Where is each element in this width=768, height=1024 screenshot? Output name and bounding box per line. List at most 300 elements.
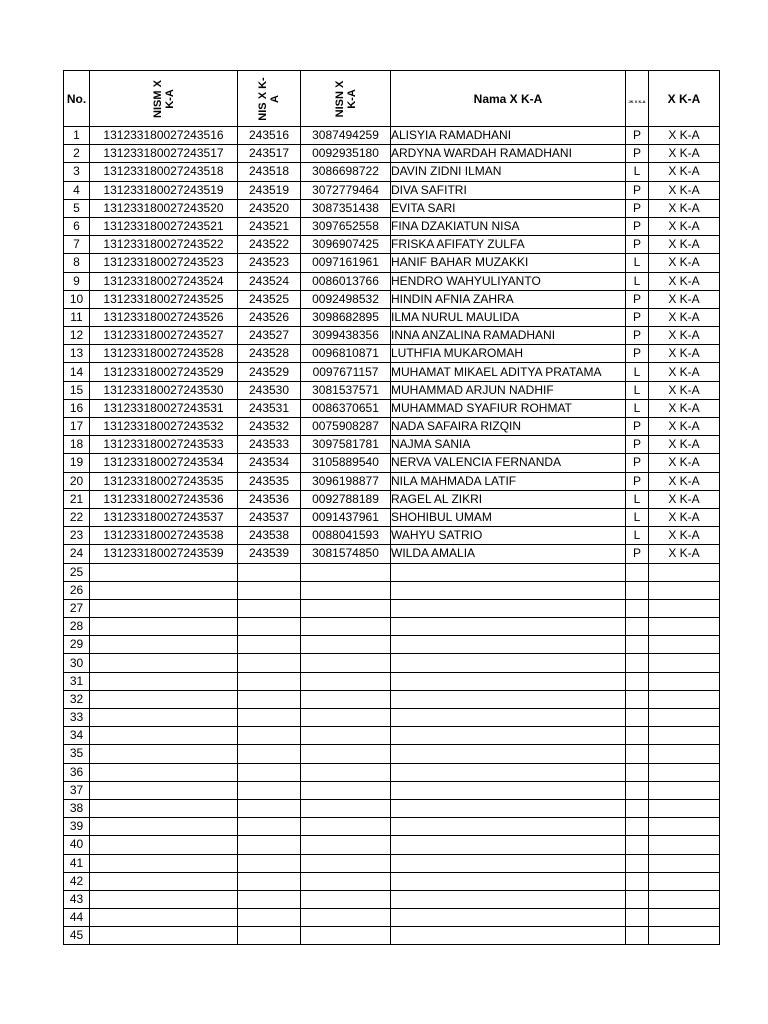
cell-no: 17 <box>64 418 90 436</box>
cell-no: 18 <box>64 436 90 454</box>
cell-kelas <box>649 618 720 636</box>
cell-nama <box>391 727 626 745</box>
cell-nisn <box>301 872 391 890</box>
cell-nisn <box>301 636 391 654</box>
cell-kelas: X K-A <box>649 181 720 199</box>
cell-kelas <box>649 672 720 690</box>
cell-nis: 243521 <box>238 217 301 235</box>
cell-nis: 243533 <box>238 436 301 454</box>
cell-nama: FINA DZAKIATUN NISA <box>391 217 626 235</box>
cell-nama <box>391 836 626 854</box>
table-row <box>64 436 720 454</box>
cell-jk: P <box>626 327 649 345</box>
cell-nism: 131233180027243520 <box>90 199 238 217</box>
table-row <box>64 327 720 345</box>
cell-kelas: X K-A <box>649 527 720 545</box>
cell-nis <box>238 727 301 745</box>
table-row <box>64 399 720 417</box>
cell-nisn <box>301 818 391 836</box>
cell-no: 36 <box>64 763 90 781</box>
cell-nama: WILDA AMALIA <box>391 545 626 563</box>
cell-nisn <box>301 927 391 945</box>
cell-nisn <box>301 599 391 617</box>
table-row <box>64 163 720 181</box>
cell-nism <box>90 618 238 636</box>
cell-kelas: X K-A <box>649 290 720 308</box>
cell-nisn: 0092935180 <box>301 145 391 163</box>
cell-jk: P <box>626 236 649 254</box>
cell-no: 45 <box>64 927 90 945</box>
cell-nism <box>90 690 238 708</box>
cell-no: 3 <box>64 163 90 181</box>
cell-nism: 131233180027243538 <box>90 527 238 545</box>
cell-nis: 243525 <box>238 290 301 308</box>
cell-nism: 131233180027243529 <box>90 363 238 381</box>
cell-kelas: X K-A <box>649 199 720 217</box>
cell-nama <box>391 799 626 817</box>
cell-nama <box>391 636 626 654</box>
cell-nisn: 0097671157 <box>301 363 391 381</box>
cell-kelas <box>649 781 720 799</box>
table-row <box>64 854 720 872</box>
cell-nism: 131233180027243524 <box>90 272 238 290</box>
table-row <box>64 799 720 817</box>
cell-nisn: 3099438356 <box>301 327 391 345</box>
cell-nama <box>391 745 626 763</box>
cell-nama <box>391 872 626 890</box>
cell-no: 35 <box>64 745 90 763</box>
table-row <box>64 290 720 308</box>
table-row <box>64 472 720 490</box>
cell-kelas <box>649 599 720 617</box>
cell-nis: 243529 <box>238 363 301 381</box>
cell-nism: 131233180027243536 <box>90 490 238 508</box>
cell-nis <box>238 927 301 945</box>
cell-nama: MUHAMMAD ARJUN NADHIF <box>391 381 626 399</box>
cell-no: 41 <box>64 854 90 872</box>
table-row <box>64 236 720 254</box>
cell-nisn <box>301 581 391 599</box>
cell-jk <box>626 927 649 945</box>
cell-jk: P <box>626 454 649 472</box>
cell-jk: L <box>626 381 649 399</box>
table-row <box>64 545 720 563</box>
cell-jk <box>626 563 649 581</box>
table-row <box>64 563 720 581</box>
cell-kelas <box>649 799 720 817</box>
cell-nama: DAVIN ZIDNI ILMAN <box>391 163 626 181</box>
cell-jk <box>626 618 649 636</box>
cell-nism <box>90 909 238 927</box>
cell-nis: 243516 <box>238 127 301 145</box>
table-row <box>64 618 720 636</box>
cell-kelas <box>649 745 720 763</box>
cell-no: 14 <box>64 363 90 381</box>
cell-no: 10 <box>64 290 90 308</box>
cell-nama <box>391 563 626 581</box>
cell-jk <box>626 581 649 599</box>
cell-jk <box>626 709 649 727</box>
table-row <box>64 345 720 363</box>
cell-kelas <box>649 890 720 908</box>
cell-kelas <box>649 909 720 927</box>
cell-nism <box>90 890 238 908</box>
header-nama: Nama X K-A <box>391 71 626 127</box>
cell-no: 13 <box>64 345 90 363</box>
cell-jk <box>626 690 649 708</box>
cell-kelas: X K-A <box>649 490 720 508</box>
table-row <box>64 254 720 272</box>
cell-nama: NILA MAHMADA LATIF <box>391 472 626 490</box>
cell-kelas <box>649 927 720 945</box>
cell-nis <box>238 872 301 890</box>
cell-kelas <box>649 563 720 581</box>
cell-nisn: 0092498532 <box>301 290 391 308</box>
cell-nis <box>238 890 301 908</box>
cell-nism: 131233180027243537 <box>90 508 238 526</box>
cell-nama: NERVA VALENCIA FERNANDA <box>391 454 626 472</box>
roster-body <box>64 127 720 945</box>
cell-nama <box>391 927 626 945</box>
cell-no: 23 <box>64 527 90 545</box>
cell-jk: L <box>626 254 649 272</box>
cell-nism: 131233180027243516 <box>90 127 238 145</box>
cell-no: 15 <box>64 381 90 399</box>
table-row <box>64 145 720 163</box>
student-roster-table <box>63 70 720 945</box>
cell-kelas: X K-A <box>649 217 720 235</box>
cell-kelas: X K-A <box>649 545 720 563</box>
table-row <box>64 181 720 199</box>
cell-no: 34 <box>64 727 90 745</box>
cell-kelas: X K-A <box>649 418 720 436</box>
cell-kelas: X K-A <box>649 363 720 381</box>
cell-nisn <box>301 781 391 799</box>
cell-nism: 131233180027243525 <box>90 290 238 308</box>
cell-kelas: X K-A <box>649 454 720 472</box>
cell-jk: P <box>626 345 649 363</box>
cell-kelas <box>649 872 720 890</box>
cell-nis: 243538 <box>238 527 301 545</box>
cell-nisn <box>301 672 391 690</box>
cell-nis: 243539 <box>238 545 301 563</box>
cell-no: 7 <box>64 236 90 254</box>
cell-nis <box>238 672 301 690</box>
cell-nama: MUHAMAT MIKAEL ADITYA PRATAMA <box>391 363 626 381</box>
table-row <box>64 217 720 235</box>
cell-kelas: X K-A <box>649 381 720 399</box>
cell-jk: P <box>626 199 649 217</box>
cell-nama <box>391 763 626 781</box>
cell-nisn <box>301 763 391 781</box>
cell-nism: 131233180027243527 <box>90 327 238 345</box>
cell-jk <box>626 836 649 854</box>
cell-kelas <box>649 854 720 872</box>
cell-jk: P <box>626 145 649 163</box>
cell-nis <box>238 618 301 636</box>
cell-no: 42 <box>64 872 90 890</box>
cell-jk: P <box>626 436 649 454</box>
cell-nis: 243523 <box>238 254 301 272</box>
cell-nisn <box>301 690 391 708</box>
cell-kelas: X K-A <box>649 254 720 272</box>
cell-no: 2 <box>64 145 90 163</box>
cell-kelas <box>649 836 720 854</box>
cell-kelas: X K-A <box>649 327 720 345</box>
cell-nisn: 3097581781 <box>301 436 391 454</box>
cell-jk: P <box>626 181 649 199</box>
cell-nis <box>238 799 301 817</box>
cell-nisn: 0088041593 <box>301 527 391 545</box>
cell-nism <box>90 599 238 617</box>
table-row <box>64 418 720 436</box>
cell-nism <box>90 563 238 581</box>
cell-nism: 131233180027243534 <box>90 454 238 472</box>
cell-no: 26 <box>64 581 90 599</box>
cell-nis: 243528 <box>238 345 301 363</box>
cell-nis: 243534 <box>238 454 301 472</box>
cell-nism: 131233180027243517 <box>90 145 238 163</box>
cell-kelas: X K-A <box>649 345 720 363</box>
cell-no: 28 <box>64 618 90 636</box>
table-row <box>64 745 720 763</box>
cell-jk <box>626 599 649 617</box>
cell-jk: L <box>626 490 649 508</box>
cell-no: 38 <box>64 799 90 817</box>
cell-nama <box>391 654 626 672</box>
cell-no: 39 <box>64 818 90 836</box>
cell-kelas: X K-A <box>649 436 720 454</box>
cell-nisn <box>301 654 391 672</box>
cell-nama: WAHYU SATRIO <box>391 527 626 545</box>
table-row <box>64 818 720 836</box>
cell-nism <box>90 709 238 727</box>
cell-nis <box>238 745 301 763</box>
cell-nama: ILMA NURUL MAULIDA <box>391 308 626 326</box>
cell-kelas: X K-A <box>649 399 720 417</box>
table-row <box>64 909 720 927</box>
cell-nis <box>238 909 301 927</box>
cell-no: 6 <box>64 217 90 235</box>
header-no: No. <box>64 71 90 127</box>
table-row <box>64 199 720 217</box>
header-nisn <box>301 71 391 127</box>
cell-nisn <box>301 909 391 927</box>
cell-nism: 131233180027243531 <box>90 399 238 417</box>
cell-nis: 243518 <box>238 163 301 181</box>
cell-nama <box>391 581 626 599</box>
cell-jk <box>626 890 649 908</box>
cell-nama: MUHAMMAD SYAFIUR ROHMAT <box>391 399 626 417</box>
cell-nama <box>391 599 626 617</box>
cell-jk: L <box>626 399 649 417</box>
cell-jk <box>626 727 649 745</box>
cell-nis <box>238 563 301 581</box>
cell-nisn <box>301 709 391 727</box>
cell-nama: NADA SAFAIRA RIZQIN <box>391 418 626 436</box>
cell-no: 31 <box>64 672 90 690</box>
cell-nama <box>391 709 626 727</box>
cell-nism: 131233180027243518 <box>90 163 238 181</box>
header-jk-label: JK X K-A <box>628 98 646 104</box>
cell-nisn: 3097652558 <box>301 217 391 235</box>
table-row <box>64 836 720 854</box>
cell-kelas <box>649 763 720 781</box>
table-row <box>64 727 720 745</box>
cell-no: 37 <box>64 781 90 799</box>
cell-jk <box>626 654 649 672</box>
cell-no: 5 <box>64 199 90 217</box>
cell-nism <box>90 636 238 654</box>
table-row <box>64 127 720 145</box>
cell-jk: P <box>626 308 649 326</box>
cell-nism <box>90 763 238 781</box>
cell-nisn: 3087351438 <box>301 199 391 217</box>
cell-nism: 131233180027243535 <box>90 472 238 490</box>
cell-nisn: 3081537571 <box>301 381 391 399</box>
cell-no: 21 <box>64 490 90 508</box>
header-kelas: X K-A <box>649 71 720 127</box>
cell-nism: 131233180027243528 <box>90 345 238 363</box>
cell-kelas <box>649 818 720 836</box>
cell-nis <box>238 836 301 854</box>
header-nism <box>90 71 238 127</box>
cell-nisn: 3096907425 <box>301 236 391 254</box>
cell-no: 24 <box>64 545 90 563</box>
cell-nis: 243530 <box>238 381 301 399</box>
cell-nis: 243522 <box>238 236 301 254</box>
table-row <box>64 690 720 708</box>
cell-jk <box>626 872 649 890</box>
cell-jk: L <box>626 163 649 181</box>
cell-nama <box>391 818 626 836</box>
cell-nama: RAGEL AL ZIKRI <box>391 490 626 508</box>
cell-jk: P <box>626 418 649 436</box>
cell-nis <box>238 763 301 781</box>
cell-nisn: 0096810871 <box>301 345 391 363</box>
cell-nism: 131233180027243522 <box>90 236 238 254</box>
table-row <box>64 927 720 945</box>
cell-nisn: 0092788189 <box>301 490 391 508</box>
cell-no: 27 <box>64 599 90 617</box>
cell-nisn: 0075908287 <box>301 418 391 436</box>
cell-nis: 243531 <box>238 399 301 417</box>
cell-jk <box>626 799 649 817</box>
cell-nis: 243535 <box>238 472 301 490</box>
cell-jk: P <box>626 290 649 308</box>
cell-no: 25 <box>64 563 90 581</box>
cell-nism: 131233180027243532 <box>90 418 238 436</box>
cell-kelas: X K-A <box>649 236 720 254</box>
cell-nama: INNA ANZALINA RAMADHANI <box>391 327 626 345</box>
cell-nama <box>391 854 626 872</box>
cell-nama: HANIF BAHAR MUZAKKI <box>391 254 626 272</box>
cell-nisn: 0091437961 <box>301 508 391 526</box>
cell-kelas: X K-A <box>649 127 720 145</box>
cell-nisn <box>301 799 391 817</box>
cell-kelas <box>649 654 720 672</box>
cell-jk <box>626 818 649 836</box>
cell-nism <box>90 727 238 745</box>
cell-nisn: 0097161961 <box>301 254 391 272</box>
cell-kelas: X K-A <box>649 308 720 326</box>
header-nis-label: NIS X K-A <box>257 76 281 121</box>
cell-nisn <box>301 854 391 872</box>
table-row <box>64 581 720 599</box>
cell-nis <box>238 818 301 836</box>
cell-no: 4 <box>64 181 90 199</box>
cell-kelas: X K-A <box>649 272 720 290</box>
cell-no: 20 <box>64 472 90 490</box>
cell-no: 16 <box>64 399 90 417</box>
table-row <box>64 890 720 908</box>
cell-kelas: X K-A <box>649 508 720 526</box>
table-row <box>64 599 720 617</box>
cell-jk <box>626 745 649 763</box>
cell-nism: 131233180027243526 <box>90 308 238 326</box>
cell-no: 43 <box>64 890 90 908</box>
cell-nism: 131233180027243523 <box>90 254 238 272</box>
header-nis <box>238 71 301 127</box>
cell-nism <box>90 854 238 872</box>
cell-nis <box>238 654 301 672</box>
cell-nisn <box>301 890 391 908</box>
cell-nama <box>391 781 626 799</box>
cell-jk: L <box>626 508 649 526</box>
table-row <box>64 363 720 381</box>
cell-jk: P <box>626 217 649 235</box>
header-nism-label: NISM X K-A <box>151 79 176 118</box>
cell-nis <box>238 599 301 617</box>
cell-nis <box>238 636 301 654</box>
cell-nama <box>391 618 626 636</box>
cell-nama <box>391 909 626 927</box>
table-row <box>64 454 720 472</box>
cell-kelas: X K-A <box>649 472 720 490</box>
cell-nis: 243537 <box>238 508 301 526</box>
cell-nis: 243536 <box>238 490 301 508</box>
table-row <box>64 272 720 290</box>
cell-jk: L <box>626 527 649 545</box>
cell-nama: EVITA SARI <box>391 199 626 217</box>
cell-no: 11 <box>64 308 90 326</box>
cell-nis <box>238 690 301 708</box>
cell-kelas: X K-A <box>649 163 720 181</box>
cell-no: 19 <box>64 454 90 472</box>
cell-nis: 243527 <box>238 327 301 345</box>
cell-nis: 243526 <box>238 308 301 326</box>
cell-nism <box>90 654 238 672</box>
cell-kelas <box>649 709 720 727</box>
cell-kelas <box>649 690 720 708</box>
table-row <box>64 654 720 672</box>
cell-nama <box>391 890 626 908</box>
cell-no: 30 <box>64 654 90 672</box>
cell-nis: 243524 <box>238 272 301 290</box>
cell-jk <box>626 781 649 799</box>
table-row <box>64 508 720 526</box>
cell-nism <box>90 781 238 799</box>
table-row <box>64 781 720 799</box>
cell-no: 40 <box>64 836 90 854</box>
table-row <box>64 308 720 326</box>
cell-nis: 243519 <box>238 181 301 199</box>
cell-nis <box>238 581 301 599</box>
cell-no: 1 <box>64 127 90 145</box>
cell-nama: LUTHFIA MUKAROMAH <box>391 345 626 363</box>
cell-jk <box>626 854 649 872</box>
cell-nis <box>238 854 301 872</box>
